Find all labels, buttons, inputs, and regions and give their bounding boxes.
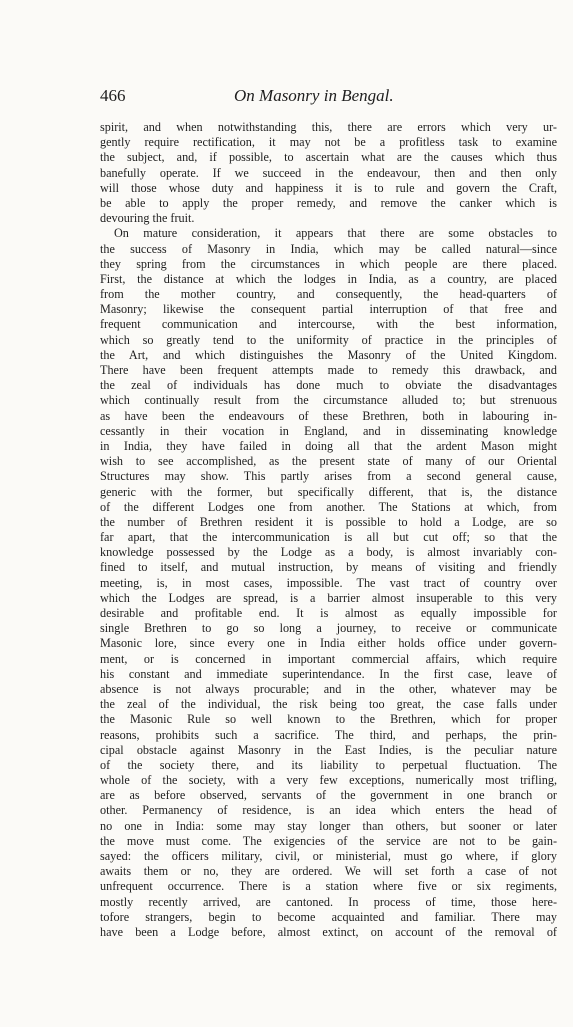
text-line: Structures may show. This partly arises from a second general cause, — [100, 469, 557, 484]
text-line: First, the distance at which the lodges in India, as a country, are placed — [100, 271, 557, 286]
text-line: single Brethren to go so long a journey, to receive or communicate — [100, 621, 557, 636]
text-line: spirit, and when notwithstanding this, there are errors which very ur- — [100, 120, 557, 134]
text-line: as have been the endeavours of these Brethren, both in labouring in- — [100, 408, 557, 423]
text-line: knowledge possessed by the Lodge as a body, is almost invariably con- — [100, 545, 557, 560]
text-line: the subject, and, if possible, to ascertain what are the causes which thus — [100, 150, 557, 165]
text-line: Masonic lore, since every one in India either holds office under govern- — [100, 636, 557, 651]
text-line: awaits them or no, they are ordered. We will set forth a case of not — [100, 864, 557, 879]
text-line: other. Permanency of residence, is an idea which enters the head of — [100, 803, 557, 818]
page-number: 466 — [100, 86, 126, 105]
text-line: meeting, is, in most cases, impossible. The vast tract of country over — [100, 575, 557, 590]
text-line: of the society there, and its liability to perpetual fluctuation. The — [100, 757, 557, 772]
text-line: the zeal of the individual, the risk being too great, the case falls under — [100, 697, 557, 712]
text-line: far apart, that the intercommunication is all but cut off; so that the — [100, 530, 557, 545]
text-line: cipal obstacle against Masonry in the East Indies, is the peculiar nature — [100, 742, 557, 757]
running-title: On Masonry in Bengal. — [234, 86, 394, 105]
text-line: sayed: the officers military, civil, or ministerial, must go where, if glory — [100, 849, 557, 863]
text-line: his constant and immediate superintendance. In the first case, leave of — [100, 666, 557, 681]
text-line: the Masonic Rule so well known to the Brethren, which for proper — [100, 712, 557, 727]
text-line: the move must come. The exigencies of the service are not to be gain- — [100, 833, 557, 848]
text-line: There have been frequent attempts made to remedy this drawback, and — [100, 363, 557, 377]
text-line: desirable and profitable end. It is almost as equally impossible for — [100, 606, 557, 620]
text-line: cessantly in their vocation in England, and in disseminating knowledge — [100, 423, 557, 438]
text-line: they spring from the circumstances in which people are there placed. — [100, 256, 557, 271]
text-line: which continually result from the circumstance alluded to; but strenuous — [100, 393, 557, 408]
text-line: On mature consideration, it appears that there are some obstacles to — [114, 226, 557, 241]
text-line: have been a Lodge before, almost extinct, on account of the removal of — [100, 924, 557, 939]
text-line: the success of Masonry in India, which may be called natural—since — [100, 241, 557, 256]
text-line: banefully operate. If we succeed in the endeavour, then and then only — [100, 165, 557, 180]
paragraph — [100, 120, 557, 226]
text-line: mostly recently arrived, are cantoned. In process of time, those here- — [100, 894, 557, 909]
text-line: wish to see accomplished, as the present state of many of our Oriental — [100, 454, 557, 469]
text-line: the Art, and which distinguishes the Masonry of the United Kingdom. — [100, 347, 557, 362]
text-line: reasons, prohibits such a sacrifice. The third, and perhaps, the prin- — [100, 727, 557, 742]
paragraph — [100, 226, 557, 940]
text-line: the number of Brethren resident it is possible to hold a Lodge, are so — [100, 514, 557, 529]
text-line: in India, they have failed in doing all that the ardent Mason might — [100, 438, 557, 453]
text-line: the zeal of individuals has done much to obviate the disadvantages — [100, 378, 557, 393]
text-line: unfrequent occurrence. There is a station where five or six regiments, — [100, 879, 557, 894]
text-line: ment, or is concerned in important commercial affairs, which require — [100, 651, 557, 666]
text-line: frequent communication and intercourse, with the best information, — [100, 317, 557, 332]
text-line: whole of the society, with a very few exceptions, numerically most trifling, — [100, 773, 557, 788]
text-line: tofore strangers, begin to become acquainted and familiar. There may — [100, 909, 557, 924]
text-line: gently require rectification, it may not be a profitless task to examine — [100, 135, 557, 150]
text-line: fined to itself, and mutual instruction, by means of visiting and friendly — [100, 560, 557, 575]
text-line: of the different Lodges one from another. The Stations at which, from — [100, 499, 557, 514]
text-line: are as before observed, servants of the government in one branch or — [100, 788, 557, 803]
text-line: from the mother country, and consequently, the head-quarters of — [100, 287, 557, 302]
text-line: will those whose duty and happiness it is to rule and govern the Craft, — [100, 180, 557, 195]
page-header — [100, 86, 557, 108]
text-line: absence is not always procurable; and in the other, whatever may be — [100, 681, 557, 696]
body-text — [100, 120, 557, 940]
text-line: no one in India: some may stay longer than others, but sooner or later — [100, 818, 557, 833]
text-line: which the Lodges are spread, is a barrier almost insuperable to this very — [100, 590, 557, 605]
text-line: Masonry; likewise the consequent partial interruption of that free and — [100, 302, 557, 317]
text-line: generic with the former, but specifically different, that is, the distance — [100, 484, 557, 499]
text-line: devouring the fruit. — [100, 211, 195, 226]
text-line: be able to apply the proper remedy, and remove the canker which is — [100, 195, 557, 210]
text-line: which so greatly tend to the uniformity of practice in the principles of — [100, 332, 557, 347]
